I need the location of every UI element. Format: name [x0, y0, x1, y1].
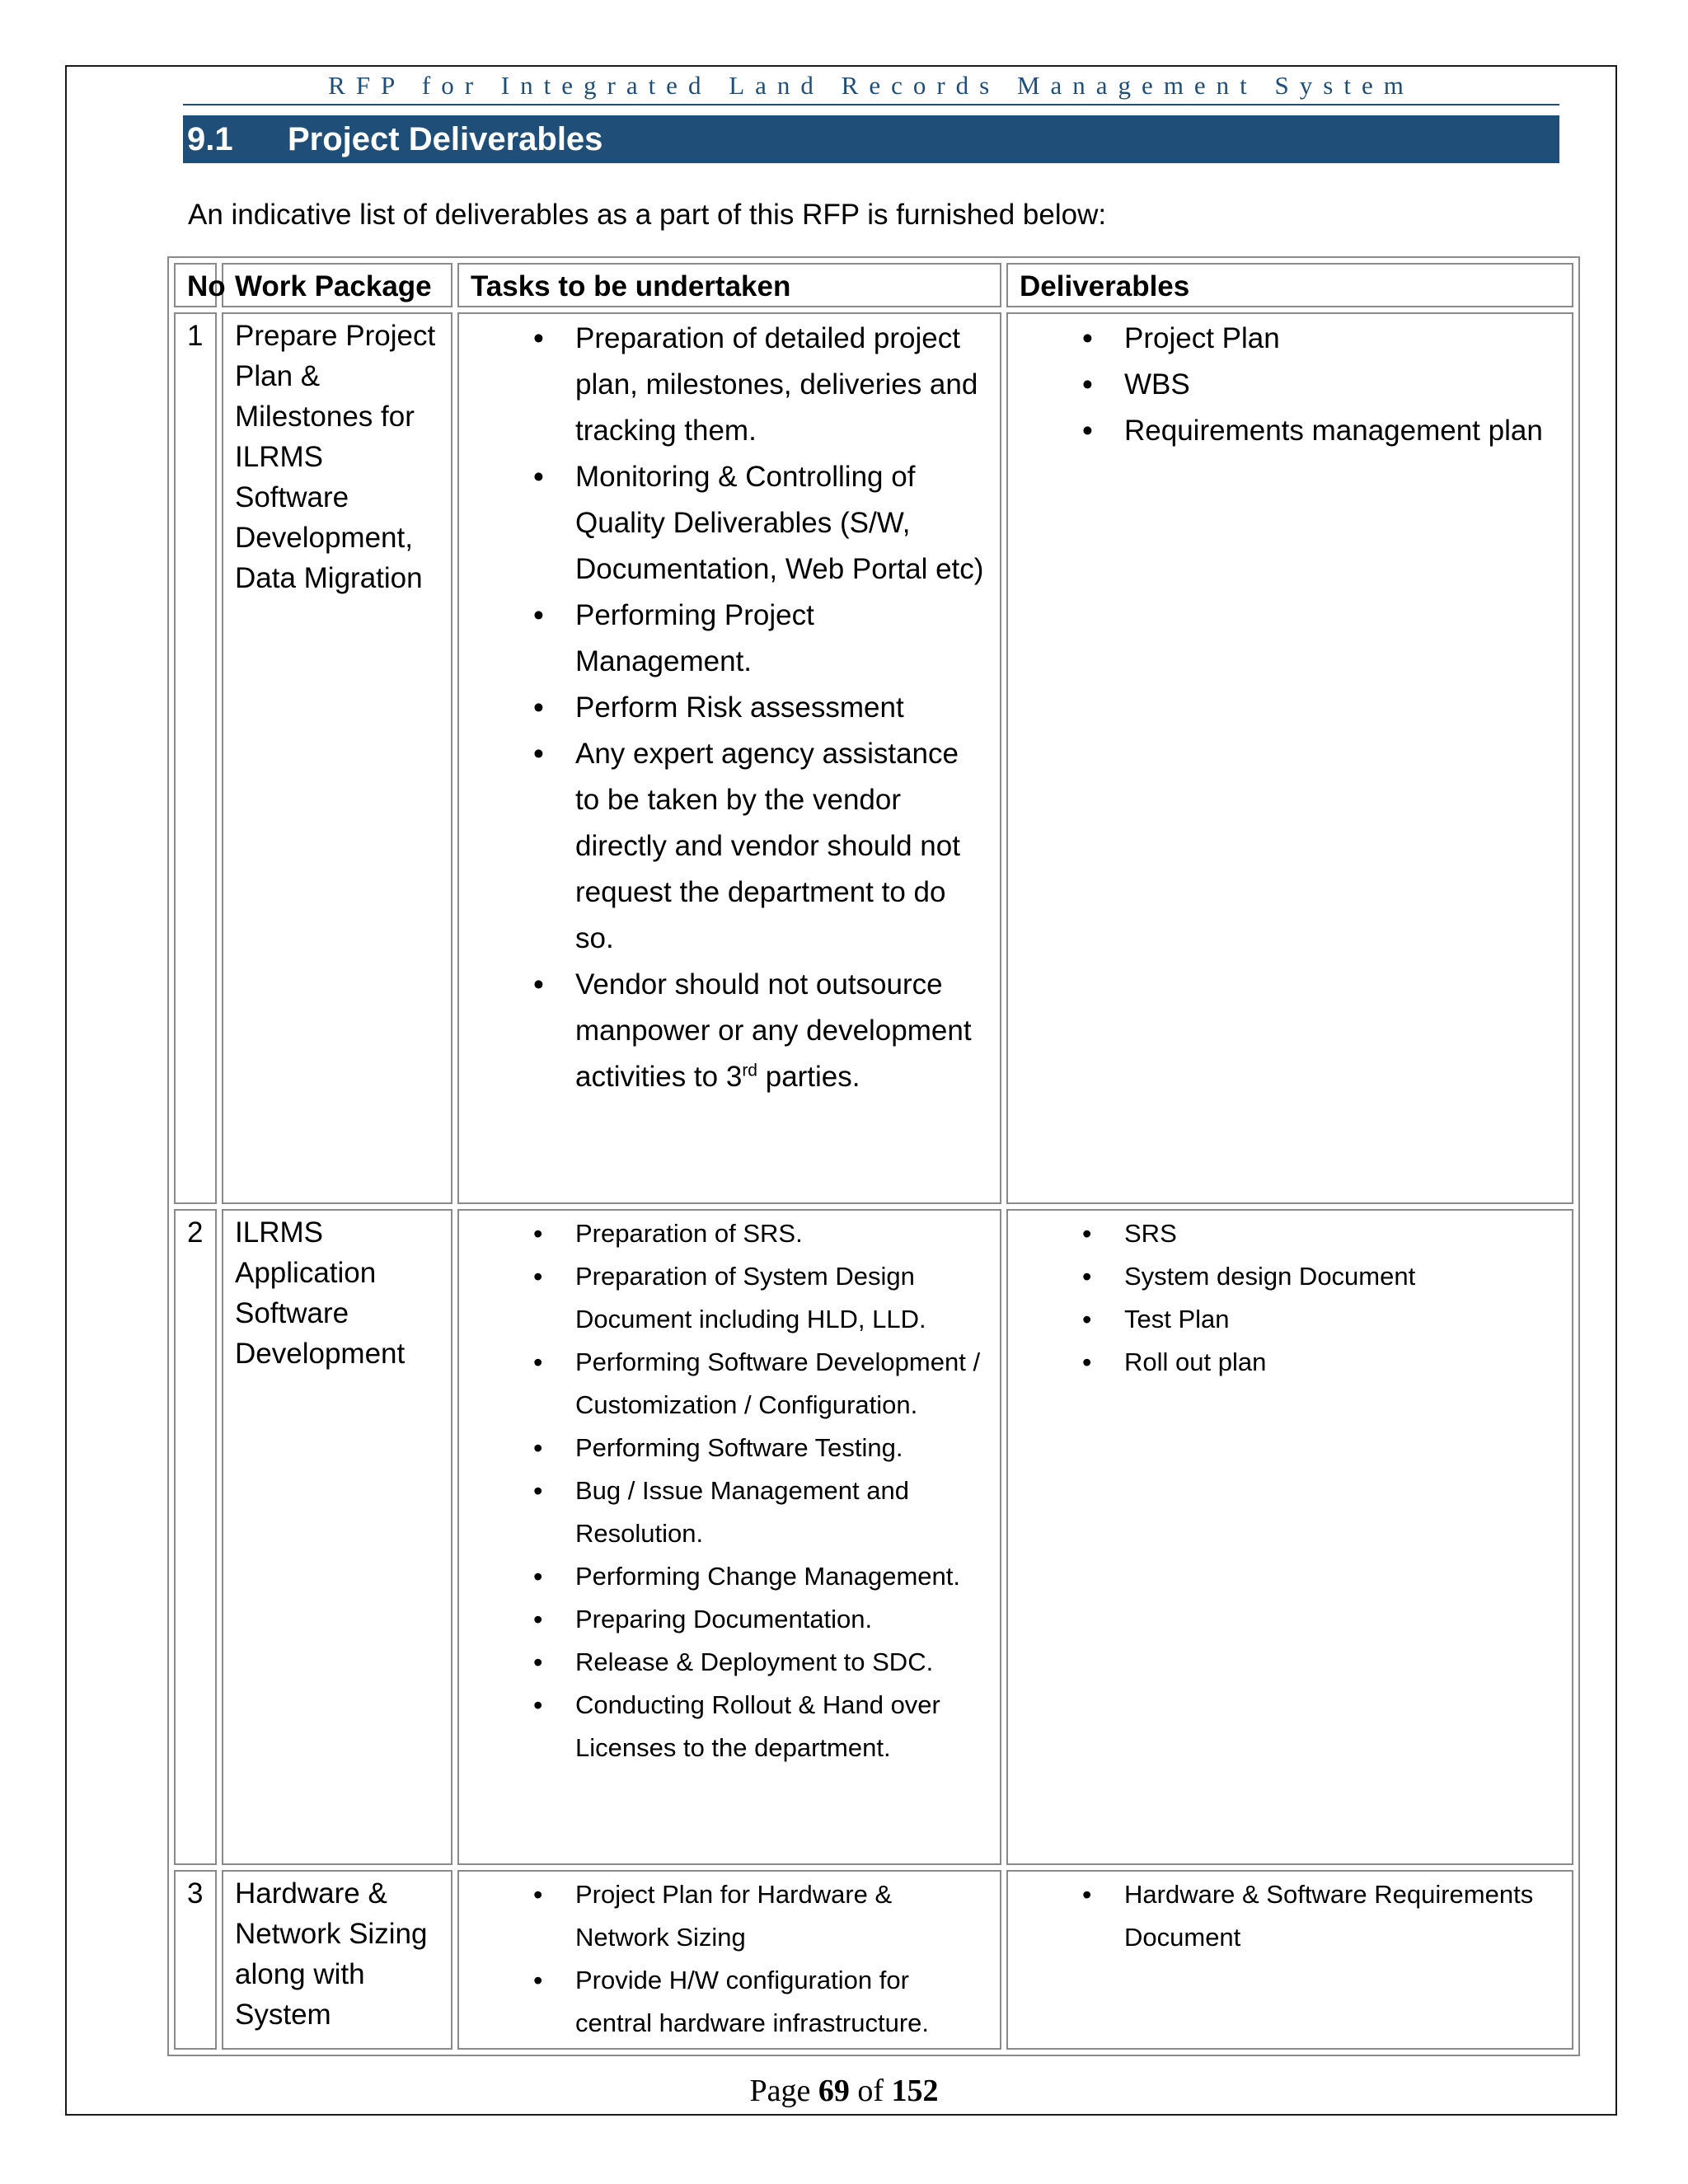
task-item: • Any expert agency assistance to be taken by the vendor directly and vendor should not request the department to do so. [471, 731, 988, 962]
section-title: Project Deliverables [288, 120, 603, 157]
task-list [471, 1212, 988, 1769]
task-item: • Release & Deployment to SDC. [471, 1641, 988, 1684]
task-item: • Conducting Rollout & Hand over Licenses to the department. [471, 1684, 988, 1769]
work-package: Prepare Project Plan & Milestones for ILRMS Software Development, Data Migration [222, 312, 452, 1204]
deliverable-item: • Requirements management plan [1020, 408, 1560, 454]
header-deliverables: Deliverables [1006, 263, 1573, 307]
ordinal-suffix: rd [742, 1061, 757, 1080]
table-row [174, 312, 1573, 1204]
page-total: 152 [891, 2074, 939, 2108]
deliverable-list [1020, 1212, 1560, 1384]
task-item: • Preparation of System Design Document including HLD, LLD. [471, 1255, 988, 1341]
task-item: • Project Plan for Hardware & Network Sizing [471, 1873, 988, 1959]
tasks-cell [457, 1870, 1001, 2050]
row-number: 2 [174, 1209, 217, 1865]
work-package: ILRMS Application Software Development [222, 1209, 452, 1865]
table-row [174, 1209, 1573, 1865]
deliverable-item: • Hardware & Software Requirements Document [1020, 1873, 1560, 1959]
deliverable-item: • System design Document [1020, 1255, 1560, 1298]
task-item: • Perform Risk assessment [471, 685, 988, 731]
task-list [471, 316, 988, 1100]
task-item: • Monitoring & Controlling of Quality Deliverables (S/W, Documentation, Web Portal etc) [471, 454, 988, 593]
running-header: RFP for Integrated Land Records Management System [328, 71, 1414, 100]
row-number: 1 [174, 312, 217, 1204]
task-item [471, 962, 988, 1100]
deliverables-cell [1006, 312, 1573, 1204]
page-number: 69 [818, 2074, 850, 2108]
intro-paragraph: An indicative list of deliverables as a part of this RFP is furnished below: [188, 199, 1107, 231]
of-word: of [857, 2074, 884, 2108]
task-item: • Preparation of SRS. [471, 1212, 988, 1255]
task-item: • Performing Project Management. [471, 593, 988, 685]
table-header-row [174, 263, 1573, 307]
task-text-tail: parties. [757, 1061, 860, 1093]
work-package: Hardware & Network Sizing along with System [222, 1870, 452, 2050]
tasks-cell [457, 1209, 1001, 1865]
deliverable-item: • Project Plan [1020, 316, 1560, 362]
page-footer [0, 2073, 1688, 2109]
section-number: 9.1 [187, 120, 233, 157]
header-rule [183, 104, 1559, 105]
deliverable-list [1020, 1873, 1560, 1959]
deliverables-cell [1006, 1870, 1573, 2050]
task-text: Vendor should not outsource manpower or any development activities to 3 [575, 968, 972, 1093]
task-item: • Performing Change Management. [471, 1555, 988, 1598]
task-list [471, 1873, 988, 2045]
deliverable-item: • Roll out plan [1020, 1341, 1560, 1384]
tasks-cell [457, 312, 1001, 1204]
deliverable-item: • Test Plan [1020, 1298, 1560, 1341]
task-item: • Provide H/W configuration for central hardware infrastructure. [471, 1959, 988, 2045]
task-item: • Bug / Issue Management and Resolution. [471, 1469, 988, 1555]
header-no: No [174, 263, 217, 307]
deliverable-item: • SRS [1020, 1212, 1560, 1255]
deliverable-item: • WBS [1020, 362, 1560, 408]
header-work-package: Work Package [222, 263, 452, 307]
deliverables-cell [1006, 1209, 1573, 1865]
table-row [174, 1870, 1573, 2050]
deliverable-list [1020, 316, 1560, 454]
task-item: • Performing Software Testing. [471, 1427, 988, 1469]
deliverables-table [167, 256, 1580, 2056]
task-item: • Performing Software Development / Customization / Configuration. [471, 1341, 988, 1427]
row-number: 3 [174, 1870, 217, 2050]
page-word: Page [749, 2074, 811, 2108]
task-item: • Preparing Documentation. [471, 1598, 988, 1641]
header-tasks: Tasks to be undertaken [457, 263, 1001, 307]
section-heading [183, 115, 1559, 163]
task-item: • Preparation of detailed project plan, milestones, deliveries and tracking them. [471, 316, 988, 454]
